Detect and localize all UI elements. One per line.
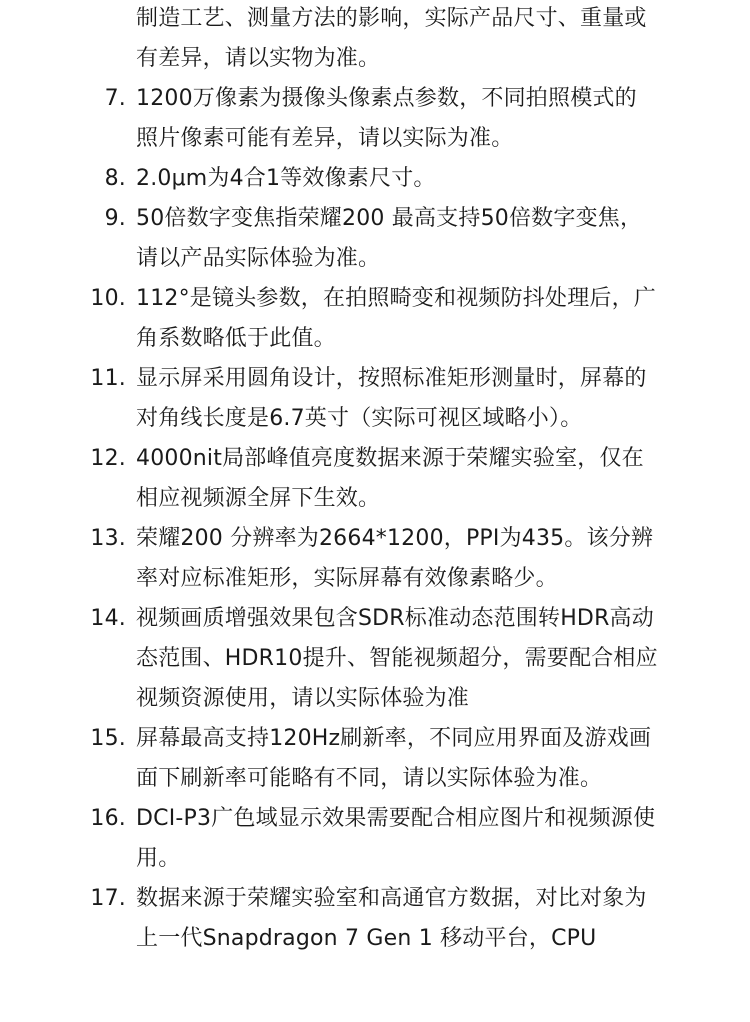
footnote-text: 50倍数字变焦指荣耀200 最高支持50倍数字变焦，请以产品实际体验为准。 xyxy=(136,206,643,271)
footnote-text: 数据来源于荣耀实验室和高通官方数据，对比对象为上一代Snapdragon 7 Gen 1 移动平台，CPU xyxy=(136,886,647,951)
footnote-number: 11. xyxy=(90,366,126,391)
footnote-item xyxy=(0,79,750,159)
footnote-item xyxy=(0,799,750,879)
footnote-text: 1200万像素为摄像头像素点参数，不同拍照模式的照片像素可能有差异，请以实际为准。 xyxy=(136,86,637,151)
footnote-item xyxy=(0,279,750,359)
footnote-number: 15. xyxy=(90,726,126,751)
footnote-number: 12. xyxy=(90,446,126,471)
footnote-number: 7. xyxy=(104,86,126,111)
footnote-item xyxy=(0,519,750,599)
footnote-text: DCI-P3广色域显示效果需要配合相应图片和视频源使用。 xyxy=(136,806,656,871)
footnote-text: 112°是镜头参数，在拍照畸变和视频防抖处理后，广角系数略低于此值。 xyxy=(136,286,656,351)
footnote-item xyxy=(0,199,750,279)
footnote-number: 10. xyxy=(90,286,126,311)
footnote-text: 制造工艺、测量方法的影响，实际产品尺寸、重量或有差异，请以实物为准。 xyxy=(136,6,647,71)
footnote-text: 屏幕最高支持120Hz刷新率，不同应用界面及游戏画面下刷新率可能略有不同，请以实际体验为准。 xyxy=(136,726,652,791)
footnote-number: 8. xyxy=(104,166,126,191)
footnote-item xyxy=(0,359,750,439)
footnote-text: 视频画质增强效果包含SDR标准动态范围转HDR高动态范围、HDR10提升、智能视频超分，需要配合相应视频资源使用，请以实际体验为准 xyxy=(136,606,658,711)
footnote-item xyxy=(0,719,750,799)
footnote-number: 9. xyxy=(104,206,126,231)
footnote-item xyxy=(0,599,750,719)
footnote-number: 13. xyxy=(90,526,126,551)
footnote-item xyxy=(0,439,750,519)
footnote-number: 17. xyxy=(90,886,126,911)
footnote-text: 2.0μm为4合1等效像素尺寸。 xyxy=(136,166,436,191)
footnote-text: 荣耀200 分辨率为2664*1200，PPI为435。该分辨率对应标准矩形，实际屏幕有效像素略少。 xyxy=(136,526,654,591)
footnote-item xyxy=(0,879,750,959)
footnote-number: 16. xyxy=(90,806,126,831)
footnote-text: 4000nit局部峰值亮度数据来源于荣耀实验室，仅在相应视频源全屏下生效。 xyxy=(136,446,644,511)
footnote-number: 14. xyxy=(90,606,126,631)
footnote-item xyxy=(0,159,750,199)
footnote-text: 显示屏采用圆角设计，按照标准矩形测量时，屏幕的对角线长度是6.7英寸（实际可视区域略小）。 xyxy=(136,366,647,431)
footnote-item xyxy=(0,0,750,79)
